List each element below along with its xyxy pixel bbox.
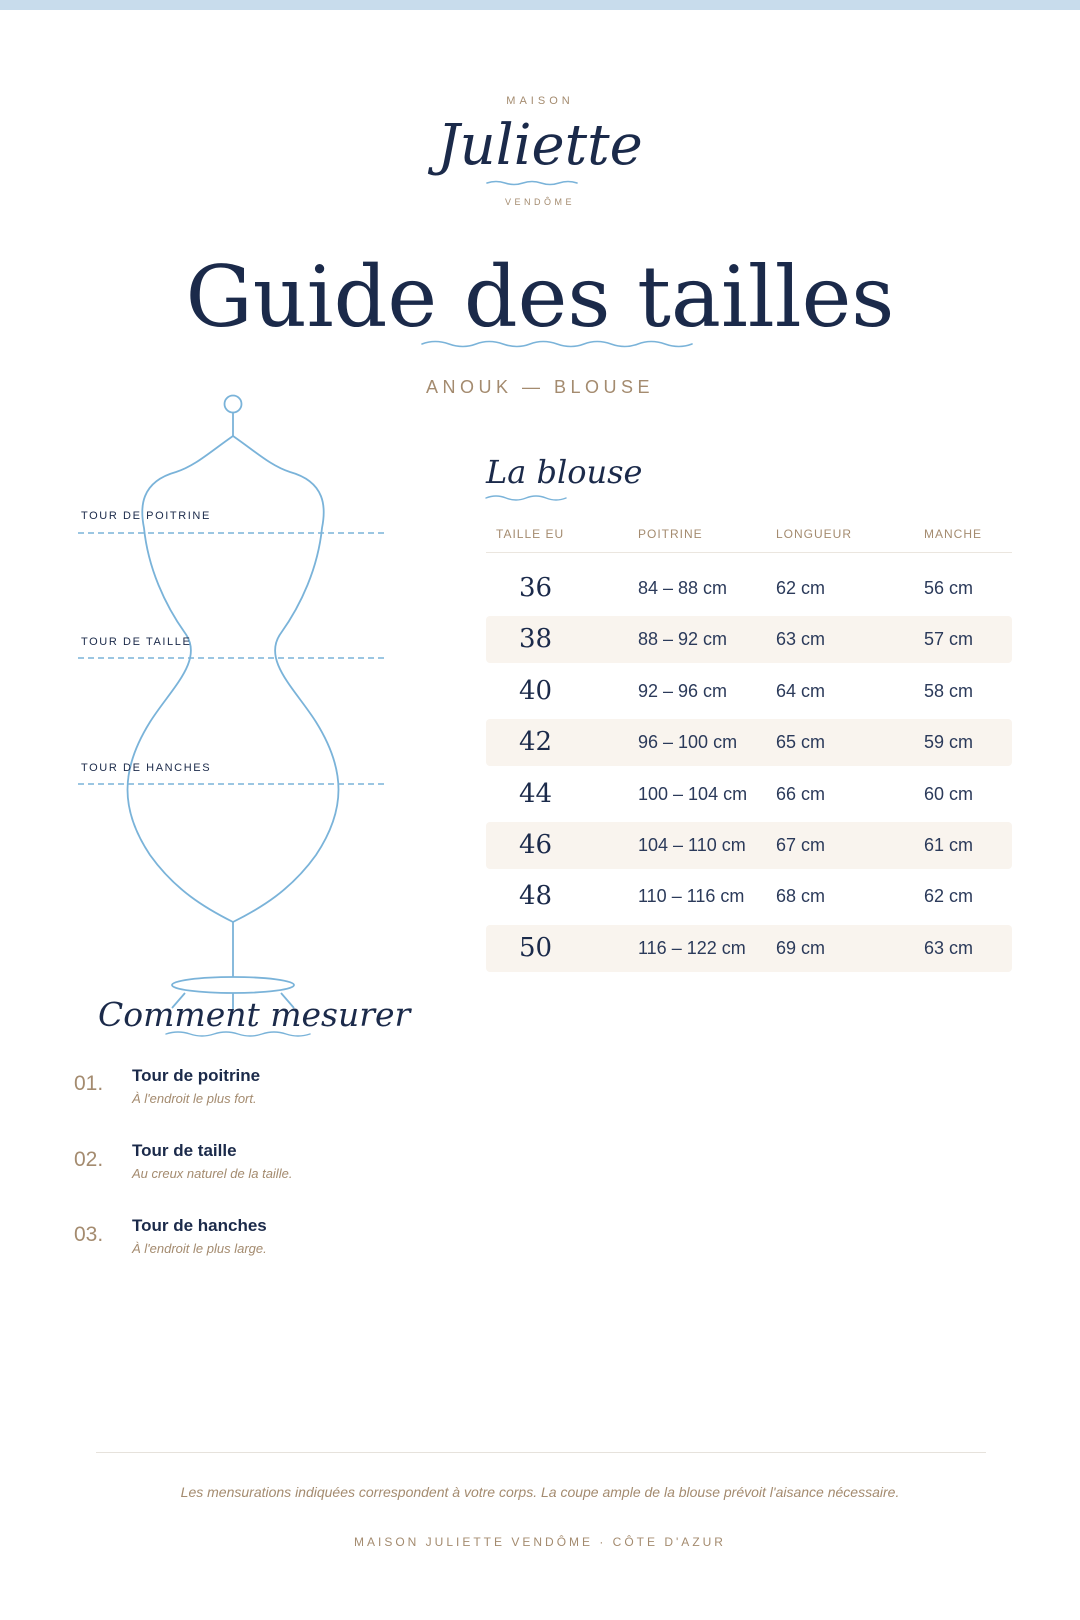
cell-chest: 110 – 116 cm [638, 886, 745, 907]
cell-size: 36 [519, 573, 553, 603]
table-row [486, 925, 1012, 972]
table-row [486, 822, 1012, 869]
cell-sleeve: 61 cm [924, 834, 974, 855]
cell-length: 64 cm [776, 680, 826, 701]
step-3-number: 03. [74, 1223, 104, 1246]
header-size: TAILLE EU [496, 527, 565, 541]
cell-sleeve: 63 cm [924, 937, 974, 958]
hip-label: TOUR DE HANCHES [81, 762, 212, 774]
chest-label: TOUR DE POITRINE [81, 510, 211, 522]
cell-size: 44 [519, 778, 553, 809]
step-2-title: Tour de taille [132, 1141, 237, 1160]
table-title-wave-underline [486, 496, 566, 500]
cell-size: 40 [519, 675, 553, 706]
brand-logo-name: Juliette [437, 113, 643, 178]
cell-length: 62 cm [776, 578, 826, 598]
cell-size: 48 [519, 881, 553, 912]
cell-chest: 88 – 92 cm [638, 629, 728, 650]
cell-length: 67 cm [776, 834, 826, 855]
footer-note: Les mensurations indiquées correspondent à votre corps. La coupe ample de la blouse prévoit l'aisance nécessaire. [180, 1484, 900, 1500]
table-row [486, 873, 1012, 920]
title-wave-underline [422, 342, 692, 347]
step-1-number: 01. [74, 1072, 104, 1095]
header-sleeve: MANCHE [924, 527, 983, 541]
product-subtitle: ANOUK — BLOUSE [425, 377, 655, 397]
cell-size: 38 [519, 624, 553, 655]
logo-wave-underline [487, 182, 577, 185]
dress-form-base [172, 977, 294, 993]
table-row [486, 719, 1012, 766]
cell-sleeve: 56 cm [924, 578, 974, 598]
table-header [486, 520, 1012, 553]
header-chest: POITRINE [638, 527, 703, 541]
brand-tagline-bottom: VENDÔME [504, 197, 575, 207]
cell-length: 69 cm [776, 937, 826, 958]
cell-sleeve: 62 cm [924, 886, 974, 907]
footer-divider [96, 1452, 986, 1453]
page-title: Guide des tailles [185, 248, 895, 346]
table-row [486, 771, 1012, 818]
cell-size: 50 [519, 932, 553, 963]
howto-title: Comment mesurer [98, 995, 411, 1034]
size-table [486, 520, 1012, 972]
cell-size: 46 [519, 829, 553, 860]
cell-chest: 92 – 96 cm [638, 680, 728, 701]
table-row [486, 668, 1012, 715]
cell-sleeve: 58 cm [924, 680, 974, 701]
footer-brand: MAISON JULIETTE VENDÔME · CÔTE D'AZUR [354, 1535, 726, 1549]
cell-chest: 104 – 110 cm [638, 834, 746, 855]
step-2-number: 02. [74, 1148, 104, 1171]
cell-length: 63 cm [776, 629, 826, 650]
step-1-desc: À l'endroit le plus fort. [132, 1091, 257, 1106]
cell-length: 68 cm [776, 886, 826, 907]
step-2-desc: Au creux naturel de la taille. [132, 1166, 293, 1181]
table-row [486, 565, 1012, 612]
cell-size: 42 [519, 727, 553, 758]
cell-chest: 100 – 104 cm [638, 783, 748, 804]
cell-sleeve: 59 cm [924, 732, 974, 753]
cell-sleeve: 57 cm [924, 629, 974, 650]
dress-form-body [128, 436, 339, 922]
header-length: LONGUEUR [776, 527, 853, 541]
cell-chest: 116 – 122 cm [638, 937, 746, 958]
brand-tagline-top: MAISON [506, 95, 574, 107]
cell-length: 66 cm [776, 783, 826, 804]
table-title: La blouse [486, 453, 643, 491]
cell-chest: 84 – 88 cm [638, 578, 728, 598]
dress-form-icon [128, 396, 339, 1011]
waist-label: TOUR DE TAILLE [81, 636, 192, 648]
cell-chest: 96 – 100 cm [638, 732, 738, 753]
dress-form-knob [225, 396, 242, 413]
cell-sleeve: 60 cm [924, 783, 974, 804]
step-1-title: Tour de poitrine [132, 1066, 261, 1085]
step-3-desc: À l'endroit le plus large. [132, 1241, 267, 1256]
table-row [486, 616, 1012, 663]
step-3-title: Tour de hanches [132, 1216, 267, 1235]
cell-length: 65 cm [776, 732, 826, 753]
